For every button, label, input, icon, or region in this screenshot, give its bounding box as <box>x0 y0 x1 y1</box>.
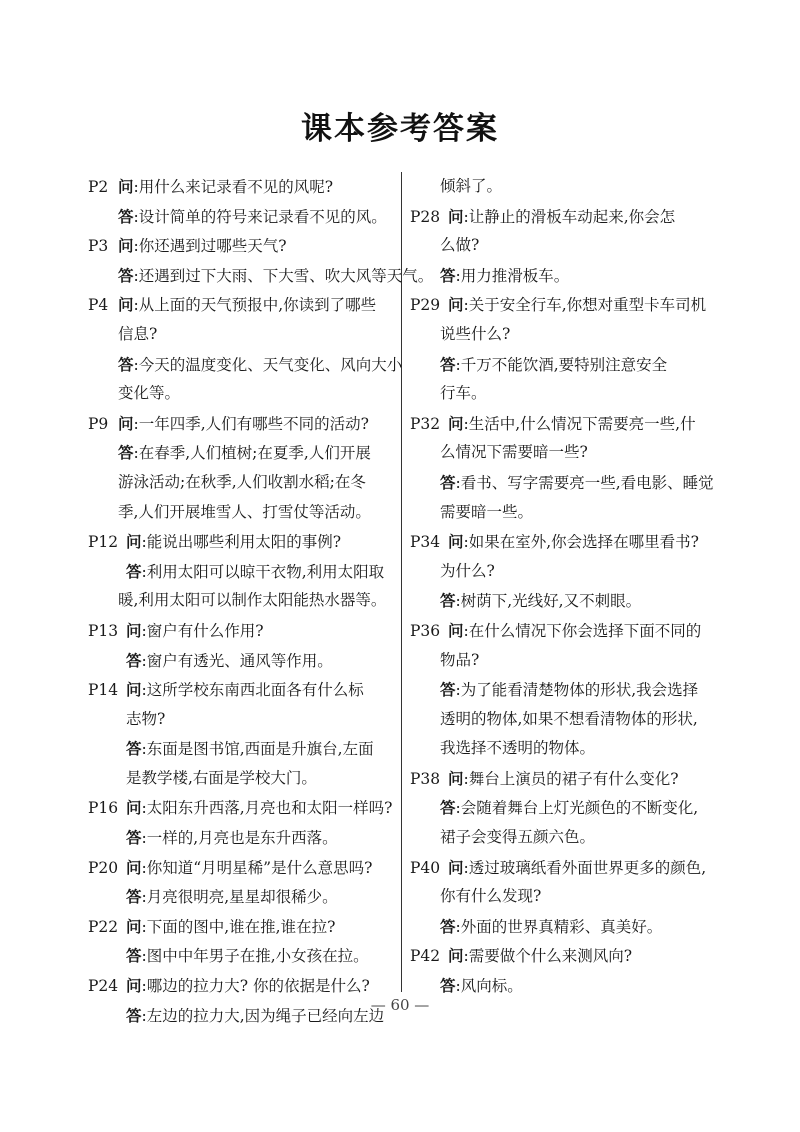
page-ref: P24 <box>88 977 119 996</box>
answer-label: 答 <box>440 472 456 492</box>
answer-p38 <box>410 793 712 823</box>
answer-label: 答 <box>126 561 142 581</box>
answer-p24-cont: 倾斜了。 <box>440 177 503 195</box>
question-label: 问 <box>126 916 142 936</box>
answer-text: :今天的温度变化、天气变化、风向大小 <box>133 355 403 374</box>
page-ref: P3 <box>88 237 109 256</box>
answer-text: :树荫下,光线好,又不刺眼。 <box>455 592 642 611</box>
page-ref: P29 <box>410 296 441 315</box>
page-ref: P9 <box>88 414 109 433</box>
answer-text: :一样的,月亮也是东升西落。 <box>141 829 338 848</box>
answer-label: 答 <box>118 354 134 374</box>
answer-label: 答 <box>126 1005 142 1025</box>
question-label: 问 <box>126 532 142 552</box>
answer-text: :千万不能饮酒,要特别注意安全 <box>455 355 668 374</box>
question-label: 问 <box>448 206 464 226</box>
page-ref: P28 <box>410 207 441 226</box>
question-label: 问 <box>126 976 142 996</box>
question-p36 <box>410 616 712 646</box>
question-text: :太阳东升西落,月亮也和太阳一样吗? <box>141 799 393 818</box>
question-text: :从上面的天气预报中,你读到了哪些 <box>133 296 377 315</box>
page-ref: P16 <box>88 799 119 818</box>
answer-p4-cont: 变化等。 <box>118 384 181 403</box>
question-label: 问 <box>118 295 134 315</box>
answer-p9-cont2: 季,人们开展堆雪人、打雪仗等活动。 <box>118 502 371 521</box>
question-label: 问 <box>448 768 464 788</box>
answer-label: 答 <box>126 887 142 907</box>
question-label: 问 <box>126 857 142 877</box>
question-p9 <box>88 409 390 439</box>
question-p2 <box>88 172 390 202</box>
answer-p36-cont: 透明的物体,如果不想看清物体的形状, <box>440 709 698 728</box>
question-text: :哪边的拉力大? 你的依据是什么? <box>141 977 370 996</box>
answer-text: :在春季,人们植树;在夏季,人们开展 <box>133 444 371 463</box>
answer-p13 <box>88 646 390 676</box>
question-label: 问 <box>126 680 142 700</box>
answer-text: :用力推滑板车。 <box>455 266 570 285</box>
question-text: :舞台上演员的裙子有什么变化? <box>463 769 679 788</box>
answer-p12 <box>88 557 390 587</box>
answer-label: 答 <box>440 976 456 996</box>
answer-p4 <box>88 350 403 380</box>
answer-p14 <box>88 734 390 764</box>
question-p29 <box>410 290 712 320</box>
page-ref: P4 <box>88 296 109 315</box>
answer-text: :左边的拉力大,因为绳子已经向左边 <box>141 1006 385 1025</box>
question-p22 <box>88 912 390 942</box>
question-label: 问 <box>448 295 464 315</box>
question-p34-cont: 为什么? <box>440 561 495 580</box>
question-text: :这所学校东南西北面各有什么标 <box>141 681 364 700</box>
right-column <box>410 172 712 1001</box>
answer-label: 答 <box>118 206 134 226</box>
question-p12 <box>88 527 390 557</box>
answer-text: :风向标。 <box>455 977 523 996</box>
question-label: 问 <box>118 236 134 256</box>
page-ref: P32 <box>410 414 441 433</box>
answer-p29 <box>410 350 712 380</box>
question-label: 问 <box>126 620 142 640</box>
question-p34 <box>410 527 712 557</box>
page-ref: P20 <box>88 858 119 877</box>
question-p28 <box>410 202 712 232</box>
page-ref: P42 <box>410 947 441 966</box>
question-p4 <box>88 290 390 320</box>
question-text: :需要做个什么来测风向? <box>463 947 633 966</box>
question-label: 问 <box>118 413 134 433</box>
answer-p40 <box>410 912 712 942</box>
question-label: 问 <box>448 857 464 877</box>
page-ref: P2 <box>88 178 109 196</box>
page-ref: P40 <box>410 858 441 877</box>
question-text: :你还遇到过哪些天气? <box>133 237 287 256</box>
question-p38 <box>410 764 712 794</box>
answer-p29-cont: 行车。 <box>440 384 487 403</box>
answer-label: 答 <box>440 680 456 700</box>
answer-text: :外面的世界真精彩、真美好。 <box>455 917 663 936</box>
answer-p2 <box>88 202 390 232</box>
question-p40-cont: 你有什么发现? <box>440 887 542 906</box>
question-label: 问 <box>448 532 464 552</box>
answer-label: 答 <box>126 946 142 966</box>
answer-p9-cont: 游泳活动;在秋季,人们收割水稻;在冬 <box>118 472 366 491</box>
question-text: :能说出哪些利用太阳的事例? <box>141 533 342 552</box>
answer-p34 <box>410 586 712 616</box>
page-number: — 60 — <box>370 996 430 1014</box>
page-ref: P22 <box>88 917 119 936</box>
question-text: :下面的图中,谁在推,谁在拉? <box>141 917 336 936</box>
answer-label: 答 <box>440 265 456 285</box>
answer-label: 答 <box>440 916 456 936</box>
question-text: :让静止的滑板车动起来,你会怎 <box>463 207 676 226</box>
answer-p20 <box>88 882 390 912</box>
column-divider <box>401 172 402 992</box>
question-text: :你知道“月明星稀”是什么意思吗? <box>141 858 373 877</box>
answer-text: :利用太阳可以晾干衣物,利用太阳取 <box>141 562 385 581</box>
answer-p3 <box>88 261 434 291</box>
page-title: 课本参考答案 <box>301 111 499 147</box>
answer-label: 答 <box>440 591 456 611</box>
question-p4-cont: 信息? <box>118 324 158 343</box>
page-ref: P38 <box>410 769 441 788</box>
question-text: :在什么情况下你会选择下面不同的 <box>463 621 702 640</box>
answer-label: 答 <box>126 650 142 670</box>
answer-text: :看书、写字需要亮一些,看电影、睡觉 <box>455 473 714 492</box>
answer-text: :图中中年男子在推,小女孩在拉。 <box>141 947 369 966</box>
question-label: 问 <box>118 177 134 196</box>
question-p20 <box>88 853 390 883</box>
answer-p32 <box>410 468 712 498</box>
answer-label: 答 <box>440 798 456 818</box>
question-p14 <box>88 675 390 705</box>
answer-p36-cont2: 我选择不透明的物体。 <box>440 739 596 758</box>
answer-p22 <box>88 941 390 971</box>
question-label: 问 <box>448 413 464 433</box>
answer-p12-cont: 暖,利用太阳可以制作太阳能热水器等。 <box>118 591 387 610</box>
page-ref: P14 <box>88 681 119 700</box>
answer-label: 答 <box>118 443 134 463</box>
answer-text: :会随着舞台上灯光颜色的不断变化, <box>455 799 699 818</box>
question-p32-cont: 么情况下需要暗一些? <box>440 443 588 462</box>
question-p29-cont: 说些什么? <box>440 324 511 343</box>
answer-p32-cont: 需要暗一些。 <box>440 502 534 521</box>
answer-p38-cont: 裙子会变得五颜六色。 <box>440 828 596 847</box>
question-text: :一年四季,人们有哪些不同的活动? <box>133 414 369 433</box>
answer-text: :设计简单的符号来记录看不见的风。 <box>133 207 387 226</box>
answer-p9 <box>88 438 390 468</box>
question-text: :用什么来记录看不见的风呢? <box>133 178 334 196</box>
question-p14-cont: 志物? <box>126 709 166 728</box>
page-ref: P12 <box>88 533 119 552</box>
question-p36-cont: 物品? <box>440 650 480 669</box>
question-label: 问 <box>448 620 464 640</box>
answer-p14-cont: 是教学楼,右面是学校大门。 <box>126 768 317 787</box>
page-ref: P34 <box>410 533 441 552</box>
answer-p36 <box>410 675 712 705</box>
question-p42 <box>410 941 712 971</box>
answer-p16 <box>88 823 390 853</box>
answer-label: 答 <box>126 739 142 759</box>
question-p28-cont: 么做? <box>440 236 480 255</box>
question-p40 <box>410 853 712 883</box>
answer-p28 <box>410 261 712 291</box>
answer-text: :月亮很明亮,星星却很稀少。 <box>141 888 338 907</box>
question-text: :窗户有什么作用? <box>141 621 264 640</box>
question-text: :关于安全行车,你想对重型卡车司机 <box>463 296 707 315</box>
question-text: :生活中,什么情况下需要亮一些,什 <box>463 414 696 433</box>
question-text: :透过玻璃纸看外面世界更多的颜色, <box>463 858 707 877</box>
answer-label: 答 <box>440 354 456 374</box>
question-p13 <box>88 616 390 646</box>
question-p16 <box>88 793 393 823</box>
answer-label: 答 <box>126 828 142 848</box>
answer-text: :为了能看清楚物体的形状,我会选择 <box>455 681 699 700</box>
answer-label: 答 <box>118 265 134 285</box>
page-ref: P13 <box>88 621 119 640</box>
question-p32 <box>410 409 712 439</box>
answer-text: :窗户有透光、通风等作用。 <box>141 651 333 670</box>
question-label: 问 <box>126 798 142 818</box>
question-p3 <box>88 231 390 261</box>
answer-text: :东面是图书馆,西面是升旗台,左面 <box>141 740 374 759</box>
page-ref: P36 <box>410 621 441 640</box>
question-label: 问 <box>448 946 464 966</box>
answer-text: :还遇到过下大雨、下大雪、吹大风等天气。 <box>133 266 434 285</box>
question-text: :如果在室外,你会选择在哪里看书? <box>463 533 699 552</box>
